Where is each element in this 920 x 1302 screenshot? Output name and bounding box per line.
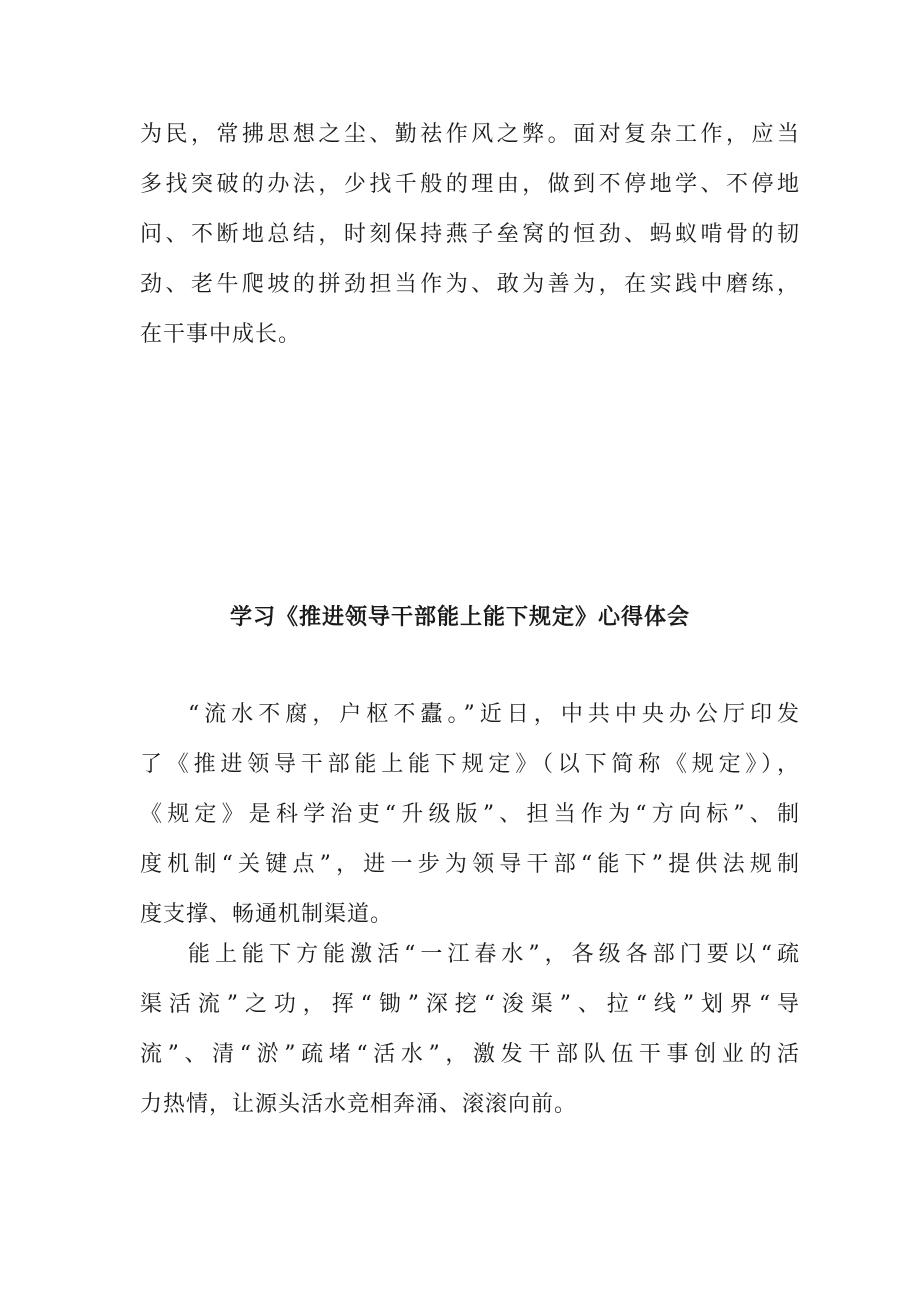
- text-line: 渠活流”之功，挥“锄”深挖“浚渠”、拉“线”划界“导: [140, 992, 800, 1017]
- body-paragraph: [140, 930, 800, 1130]
- text-line: 度支撑、畅通机制渠道。: [140, 902, 394, 927]
- text-line: 问、不断地总结，时刻保持燕子垒窝的恒劲、蚂蚁啃骨的韧: [140, 222, 800, 247]
- continued-paragraph: [140, 110, 800, 360]
- text-line: 力热情，让源头活水竞相奔涌、滚滚向前。: [140, 1092, 578, 1117]
- text-line: 多找突破的办法，少找千般的理由，做到不停地学、不停地: [140, 172, 800, 197]
- text-line: “流水不腐，户枢不蠹。”近日，中共中央办公厅印发: [188, 702, 800, 727]
- article-title: 学习《推进领导干部能上能下规定》心得体会: [229, 605, 690, 630]
- text-line: 《规定》是科学治吏“升级版”、担当作为“方向标”、制: [140, 802, 800, 827]
- text-line: 流”、清“淤”疏堵“活水”，激发干部队伍干事创业的活: [140, 1042, 800, 1067]
- text-line: 了《推进领导干部能上能下规定》（以下简称《规定》），: [140, 752, 800, 777]
- text-line: 能上能下方能激活“一江春水”，各级各部门要以“疏: [188, 942, 800, 967]
- text-line: 在干事中成长。: [140, 322, 302, 347]
- text-line: 度机制“关键点”，进一步为领导干部“能下”提供法规制: [140, 852, 800, 877]
- body-paragraph: [140, 690, 800, 940]
- text-line: 劲、老牛爬坡的拼劲担当作为、敢为善为，在实践中磨练，: [140, 272, 800, 297]
- text-line: 为民，常拂思想之尘、勤祛作风之弊。面对复杂工作，应当: [140, 122, 800, 147]
